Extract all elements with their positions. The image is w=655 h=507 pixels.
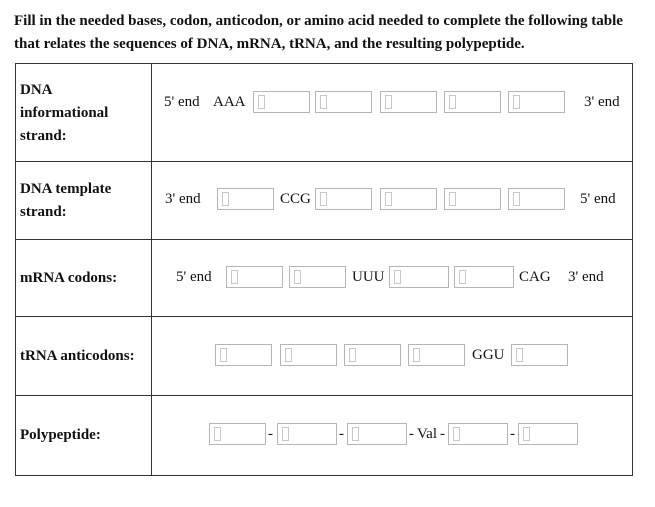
answer-input[interactable] (380, 91, 437, 113)
row-polypeptide (16, 395, 632, 475)
end-label: 3' end (584, 94, 620, 110)
row-label-trna (16, 317, 152, 395)
row-dna-template (16, 161, 632, 239)
row-cell-mrna (152, 240, 632, 316)
row-label-polypeptide (16, 396, 152, 475)
answer-input[interactable] (511, 344, 568, 366)
label-line: mRNA codons: (20, 269, 118, 286)
instructions-text: Fill in the needed bases, codon, anticodon, or amino acid needed to complete the following table that relates the sequences of DNA, mRNA, tRNA, and the resulting polypeptide. (14, 13, 623, 52)
row-cell-trna (152, 317, 632, 395)
label-line: DNA template (20, 180, 112, 197)
answer-input[interactable] (389, 266, 449, 288)
given-codon: CAG (519, 269, 551, 285)
answer-input[interactable] (444, 91, 501, 113)
answer-input[interactable] (209, 423, 266, 445)
label-line: tRNA anticodons: (20, 347, 135, 364)
label-line: strand: (20, 128, 67, 144)
given-anticodon: GGU (472, 347, 505, 363)
row-trna-anticodons (16, 316, 632, 395)
answer-input[interactable] (217, 188, 274, 210)
row-label-mrna (16, 240, 152, 316)
answer-input[interactable] (444, 188, 501, 210)
peptide-bond-dash: - (510, 426, 515, 442)
row-mrna-codons (16, 239, 632, 316)
answer-input[interactable] (226, 266, 283, 288)
row-cell-dna-template (152, 162, 632, 239)
answer-input[interactable] (277, 423, 337, 445)
answer-input[interactable] (408, 344, 465, 366)
given-codon: UUU (352, 269, 385, 285)
row-label-dna-informational (16, 64, 152, 161)
answer-input[interactable] (508, 188, 565, 210)
answer-input[interactable] (215, 344, 272, 366)
peptide-bond-dash: - (409, 426, 414, 442)
row-dna-informational (16, 64, 632, 161)
end-label: 5' end (580, 191, 616, 207)
start-end-label: 5' end (176, 269, 212, 285)
given-codon: AAA (213, 94, 246, 110)
sequence-table (15, 63, 633, 476)
peptide-bond-dash: - (339, 426, 344, 442)
start-end-label: 5' end (164, 94, 200, 110)
answer-input[interactable] (380, 188, 437, 210)
answer-input[interactable] (315, 188, 372, 210)
end-label: 3' end (568, 269, 604, 285)
row-cell-dna-informational (152, 64, 632, 161)
peptide-bond-dash: - (268, 426, 273, 442)
peptide-bond-dash: - (440, 426, 445, 442)
start-end-label: 3' end (165, 191, 201, 207)
answer-input[interactable] (344, 344, 401, 366)
answer-input[interactable] (315, 91, 372, 113)
row-label-dna-template (16, 162, 152, 239)
label-line: Polypeptide: (20, 427, 101, 443)
answer-input[interactable] (347, 423, 407, 445)
answer-input[interactable] (454, 266, 514, 288)
given-amino-acid: Val (417, 426, 437, 442)
answer-input[interactable] (448, 423, 508, 445)
row-cell-polypeptide (152, 396, 632, 475)
answer-input[interactable] (508, 91, 565, 113)
given-codon: CCG (280, 191, 311, 207)
answer-input[interactable] (518, 423, 578, 445)
answer-input[interactable] (253, 91, 310, 113)
label-line: informational (20, 105, 109, 121)
label-line: strand: (20, 203, 67, 220)
label-line: DNA (20, 82, 53, 98)
answer-input[interactable] (289, 266, 346, 288)
answer-input[interactable] (280, 344, 337, 366)
